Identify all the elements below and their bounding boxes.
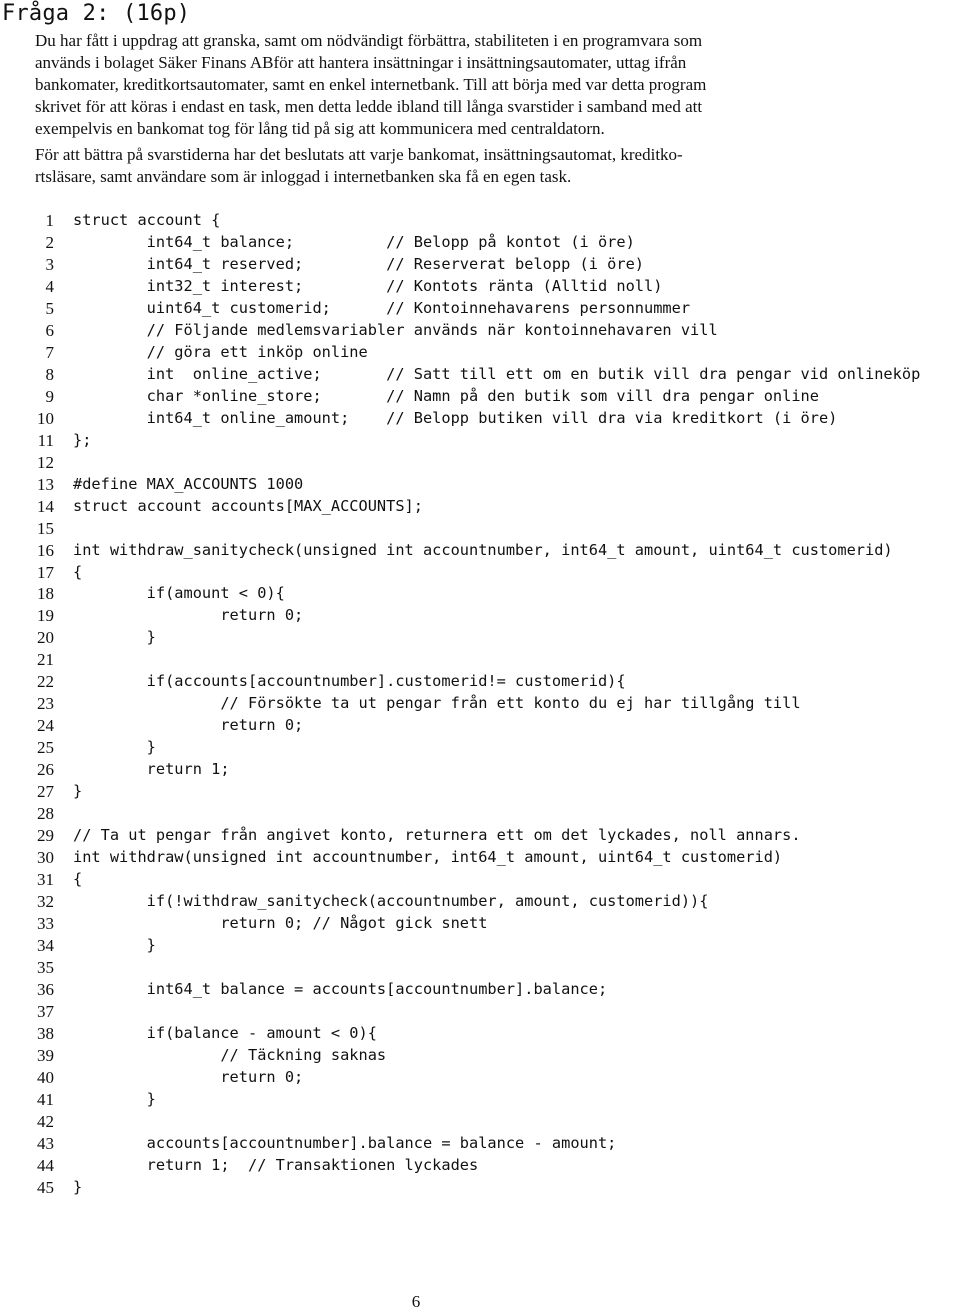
code-line — [0, 1111, 960, 1133]
line-number: 43 — [37, 1133, 54, 1153]
code-line — [0, 649, 960, 671]
code-text: } — [73, 935, 156, 954]
code-text: } — [73, 1177, 83, 1196]
line-number: 26 — [37, 760, 54, 780]
code-line — [0, 1023, 960, 1045]
line-number: 44 — [37, 1155, 54, 1175]
code-line — [0, 1045, 960, 1067]
code-line — [0, 583, 960, 605]
intro-line: För att bättra på svarstiderna har det beslutats att varje bankomat, insättningsautomat, kreditko- — [35, 145, 683, 164]
code-text: { — [73, 870, 83, 889]
code-text: int64_t balance; // Belopp på kontot (i öre) — [73, 232, 635, 251]
question-title: Fråga 2: (16p) — [2, 1, 191, 26]
code-line — [0, 1001, 960, 1023]
code-line — [0, 781, 960, 803]
line-number: 29 — [37, 826, 54, 846]
code-line — [0, 605, 960, 627]
code-line — [0, 935, 960, 957]
line-number: 37 — [37, 1001, 54, 1021]
code-line — [0, 759, 960, 781]
line-number: 11 — [37, 430, 54, 450]
code-text: return 0; — [73, 716, 304, 735]
code-line — [0, 452, 960, 474]
line-number: 24 — [37, 716, 54, 736]
code-text: if(accounts[accountnumber].customerid!= customerid){ — [73, 672, 626, 691]
code-text: // göra ett inköp online — [73, 342, 368, 361]
line-number: 36 — [37, 979, 54, 999]
line-number: 27 — [37, 782, 54, 802]
line-number: 20 — [37, 628, 54, 648]
code-line — [0, 891, 960, 913]
line-number: 12 — [37, 452, 54, 472]
line-number: 8 — [45, 364, 54, 384]
line-number: 42 — [37, 1111, 54, 1131]
code-text: char *online_store; // Namn på den butik som vill dra pengar online — [73, 386, 819, 405]
line-number: 32 — [37, 892, 54, 912]
intro-text — [35, 30, 835, 188]
code-text: if(balance - amount < 0){ — [73, 1023, 377, 1042]
code-line — [0, 210, 960, 232]
line-number: 15 — [37, 518, 54, 538]
code-line — [0, 913, 960, 935]
code-text: int64_t online_amount; // Belopp butiken vill dra via kreditkort (i öre) — [73, 408, 838, 427]
code-text: } — [73, 1089, 156, 1108]
code-line — [0, 957, 960, 979]
code-text: // Följande medlemsvariabler används när kontoinnehavaren vill — [73, 320, 718, 339]
code-text: // Försökte ta ut pengar från ett konto du ej har tillgång till — [73, 694, 801, 713]
code-line — [0, 671, 960, 693]
line-number: 38 — [37, 1023, 54, 1043]
code-text: return 1; // Transaktionen lyckades — [73, 1155, 479, 1174]
line-number: 23 — [37, 694, 54, 714]
code-text: int withdraw_sanitycheck(unsigned int accountnumber, int64_t amount, uint64_t customerid) — [73, 540, 893, 559]
intro-line: skrivet för att köras i endast en task, men detta ledde ibland till långa svarstider i samband med att — [35, 97, 703, 116]
code-line — [0, 254, 960, 276]
line-number: 45 — [37, 1177, 54, 1197]
intro-line: används i bolaget Säker Finans ABför att hantera insättningar i insättningsautomater, uttag ifrån — [35, 53, 687, 72]
page-number: 6 — [411, 1292, 421, 1311]
line-number: 1 — [45, 211, 54, 230]
code-line — [0, 847, 960, 869]
line-number: 40 — [37, 1067, 54, 1087]
intro-line: Du har fått i uppdrag att granska, samt om nödvändigt förbättra, stabiliteten i en programvara som — [35, 31, 703, 50]
intro-line: bankomater, kreditkortsautomater, samt en enkel internetbank. Till att börja med var detta program — [35, 75, 707, 94]
code-text: if(amount < 0){ — [73, 584, 285, 603]
code-text: int64_t reserved; // Reserverat belopp (i öre) — [73, 254, 644, 273]
code-line — [0, 1155, 960, 1177]
code-text: }; — [73, 430, 92, 449]
code-line — [0, 1177, 960, 1199]
line-number: 30 — [37, 848, 54, 868]
code-listing — [0, 210, 960, 1199]
code-line — [0, 737, 960, 759]
code-line — [0, 627, 960, 649]
code-text: } — [73, 628, 156, 647]
code-text: return 0; // Något gick snett — [73, 914, 488, 932]
code-line — [0, 715, 960, 737]
code-line — [0, 979, 960, 1001]
code-text: // Täckning saknas — [73, 1045, 387, 1064]
code-line — [0, 518, 960, 540]
code-line — [0, 496, 960, 518]
code-text: return 0; — [73, 606, 304, 625]
code-text: int withdraw(unsigned int accountnumber, int64_t amount, uint64_t customerid) — [73, 848, 783, 867]
code-text: int online_active; // Satt till ett om en butik vill dra pengar vid onlineköp — [73, 364, 921, 383]
code-line — [0, 320, 960, 342]
code-line — [0, 342, 960, 364]
code-line — [0, 408, 960, 430]
line-number: 3 — [45, 254, 54, 274]
code-line — [0, 562, 960, 584]
code-line — [0, 298, 960, 320]
line-number: 7 — [45, 342, 54, 362]
code-line — [0, 430, 960, 452]
code-text: int32_t interest; // Kontots ränta (Alltid noll) — [73, 276, 663, 295]
intro-paragraph-2 — [35, 144, 835, 188]
code-line — [0, 474, 960, 496]
code-line — [0, 803, 960, 825]
code-line — [0, 1067, 960, 1089]
line-number: 13 — [37, 474, 54, 494]
line-number: 18 — [37, 584, 54, 604]
code-line — [0, 869, 960, 891]
line-number: 9 — [45, 386, 54, 406]
code-text: struct account accounts[MAX_ACCOUNTS]; — [73, 496, 423, 515]
code-text: accounts[accountnumber].balance = balance - amount; — [73, 1133, 617, 1152]
line-number: 6 — [45, 320, 54, 340]
code-line — [0, 232, 960, 254]
line-number: 41 — [37, 1089, 54, 1109]
line-number: 33 — [37, 914, 54, 933]
code-line — [0, 825, 960, 847]
code-line — [0, 276, 960, 298]
line-number: 21 — [37, 650, 54, 670]
line-number: 35 — [37, 957, 54, 977]
line-number: 39 — [37, 1045, 54, 1065]
code-text: // Ta ut pengar från angivet konto, returnera ett om det lyckades, noll annars. — [73, 826, 801, 845]
line-number: 34 — [37, 935, 54, 955]
intro-paragraph-1 — [35, 30, 835, 140]
line-number: 2 — [45, 232, 54, 252]
line-number: 28 — [37, 804, 54, 824]
line-number: 17 — [37, 562, 54, 582]
code-text: } — [73, 782, 83, 801]
line-number: 25 — [37, 738, 54, 758]
code-line — [0, 1133, 960, 1155]
line-number: 16 — [37, 540, 54, 560]
intro-line: exempelvis en bankomat tog för lång tid på sig att kommunicera med centraldatorn. — [35, 119, 605, 138]
code-text: uint64_t customerid; // Kontoinnehavarens personnummer — [73, 298, 691, 317]
line-number: 31 — [37, 870, 54, 890]
line-number: 10 — [37, 408, 54, 428]
code-text: #define MAX_ACCOUNTS 1000 — [73, 474, 304, 493]
code-line — [0, 1089, 960, 1111]
code-text: { — [73, 562, 83, 581]
code-line — [0, 693, 960, 715]
line-number: 22 — [37, 672, 54, 692]
code-text: if(!withdraw_sanitycheck(accountnumber, amount, customerid)){ — [73, 892, 709, 911]
line-number: 19 — [37, 606, 54, 626]
code-line — [0, 364, 960, 386]
code-line — [0, 540, 960, 562]
code-line — [0, 386, 960, 408]
line-number: 5 — [45, 298, 54, 318]
code-text: return 0; — [73, 1067, 304, 1086]
line-number: 4 — [45, 276, 54, 296]
line-number: 14 — [37, 496, 54, 516]
code-text: return 1; — [73, 760, 230, 779]
code-text: } — [73, 738, 156, 757]
code-text: struct account { — [73, 211, 221, 229]
intro-line: rtsläsare, samt användare som är inloggad i internetbanken ska få en egen task. — [35, 167, 572, 186]
code-text: int64_t balance = accounts[accountnumber].balance; — [73, 979, 608, 998]
